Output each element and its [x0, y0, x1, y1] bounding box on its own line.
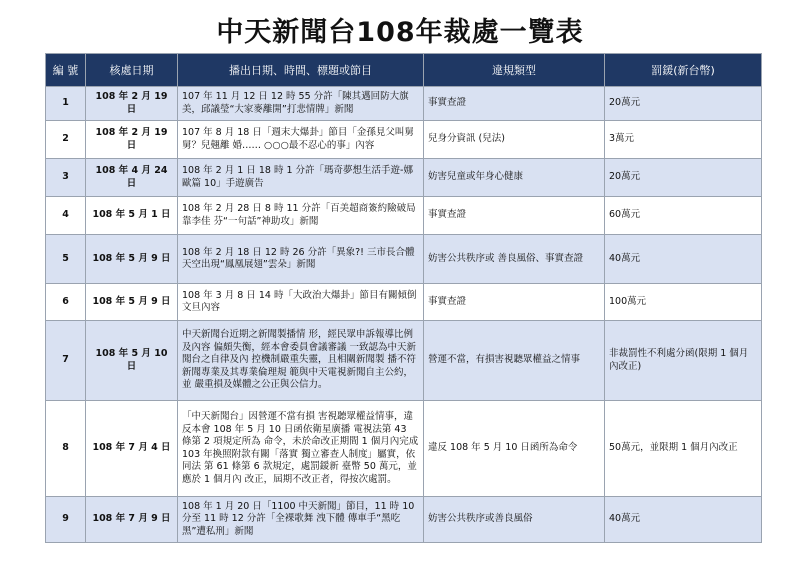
row-content: 108 年 2 月 28 日 8 時 11 分許「百美超商簽約險破局 靠李佳 芬“一句話”神助攻」新聞	[178, 197, 424, 235]
table-row	[46, 159, 762, 197]
row-content: 107 年 11 月 12 日 12 時 55 分許「陳其邁回防大旗美，邱議瑩“大家麥離開”打悲情牌」新聞	[178, 87, 424, 121]
row-date: 108 年 2 月 19 日	[86, 87, 178, 121]
row-type: 妨害兒童或年身心健康	[424, 159, 605, 197]
page-title: 中天新聞台108年裁處一覽表	[216, 17, 584, 48]
table-row	[46, 235, 762, 284]
row-number: 4	[46, 197, 86, 235]
header-content: 播出日期、時間、標題或節目	[178, 54, 424, 87]
row-number: 6	[46, 284, 86, 321]
row-type: 營運不當，有損害視聽眾權益之情事	[424, 321, 605, 401]
row-fine: 60萬元	[605, 197, 762, 235]
row-content: 「中天新聞台」因營運不當有損 害視聽眾權益情事，違反本會 108 年 5 月 10 日函依衛星廣播 電視法第 43 條第 2 項規定所為 命令，未於命改正期間 1 個月內完成 103 年換照附款有關「落實 獨立審查人制度」屬實，依同法 第 61 條第 6 款規定，處罰鍰新 臺幣 50 萬元，並應於 1 個月內 改正，屆期不改正者，得按次處罰。	[178, 401, 424, 497]
table-row	[46, 401, 762, 497]
row-fine: 50萬元，並限期 1 個月內改正	[605, 401, 762, 497]
row-fine: 20萬元	[605, 159, 762, 197]
row-date: 108 年 5 月 10 日	[86, 321, 178, 401]
header-date: 核處日期	[86, 54, 178, 87]
row-number: 3	[46, 159, 86, 197]
header-number: 編 號	[46, 54, 86, 87]
table-row	[46, 87, 762, 121]
header-fine: 罰鍰(新台幣)	[605, 54, 762, 87]
table-row	[46, 197, 762, 235]
row-content: 108 年 2 月 1 日 18 時 1 分許「瑪奇夢想生活手遊-娜歐篇 10」手遊廣告	[178, 159, 424, 197]
row-content: 108 年 3 月 8 日 14 時「大政治大爆卦」節目有關傾倒文旦內容	[178, 284, 424, 321]
row-date: 108 年 7 月 4 日	[86, 401, 178, 497]
row-type: 事實查證	[424, 284, 605, 321]
row-fine: 40萬元	[605, 235, 762, 284]
row-date: 108 年 7 月 9 日	[86, 497, 178, 543]
row-number: 8	[46, 401, 86, 497]
row-type: 兒身分資訊 (兒法)	[424, 121, 605, 159]
table-row	[46, 321, 762, 401]
row-fine: 3萬元	[605, 121, 762, 159]
table-row	[46, 121, 762, 159]
table-row	[46, 497, 762, 543]
row-number: 2	[46, 121, 86, 159]
row-type: 違反 108 年 5 月 10 日函所為命令	[424, 401, 605, 497]
row-fine: 非裁罰性不利處分函(限期 1 個月內改正)	[605, 321, 762, 401]
row-content: 107 年 8 月 18 日「週末大爆卦」節目「金孫見父叫舅舅？兒翹離 婚…… ○○○最不忍心的事」內容	[178, 121, 424, 159]
row-number: 5	[46, 235, 86, 284]
row-date: 108 年 5 月 9 日	[86, 235, 178, 284]
row-number: 9	[46, 497, 86, 543]
row-type: 事實查證	[424, 197, 605, 235]
row-fine: 40萬元	[605, 497, 762, 543]
table-row	[46, 284, 762, 321]
row-date: 108 年 5 月 1 日	[86, 197, 178, 235]
row-type: 事實查證	[424, 87, 605, 121]
header-type: 違規類型	[424, 54, 605, 87]
row-content: 108 年 1 月 20 日「1100 中天新聞」節目，11 時 10 分至 11 時 12 分許「全裸歌舞 洩下體 傳車手“黑吃黑”遭私刑」新聞	[178, 497, 424, 543]
row-content: 108 年 2 月 18 日 12 時 26 分許「異象?! 三市長合體天空出現“鳳凰展翅”雲朵」新聞	[178, 235, 424, 284]
row-date: 108 年 2 月 19 日	[86, 121, 178, 159]
penalty-table	[45, 53, 762, 543]
table-header-row	[46, 54, 762, 87]
row-date: 108 年 4 月 24 日	[86, 159, 178, 197]
row-fine: 100萬元	[605, 284, 762, 321]
row-type: 妨害公共秩序或善良風俗	[424, 497, 605, 543]
row-type: 妨害公共秩序或 善良風俗、事實查證	[424, 235, 605, 284]
row-content: 中天新聞台近期之新聞製播情 形，經民眾申訴報導比例及內容 偏頗失衡，經本會委員會議審議 一致認為中天新聞台之自律及內 控機制嚴重失靈，且相關新聞製 播不符新聞專業及其專業倫理規 範與中天電視新聞自主公約，並 嚴重損及媒體之公正與公信力。	[178, 321, 424, 401]
row-date: 108 年 5 月 9 日	[86, 284, 178, 321]
row-number: 7	[46, 321, 86, 401]
row-number: 1	[46, 87, 86, 121]
row-fine: 20萬元	[605, 87, 762, 121]
